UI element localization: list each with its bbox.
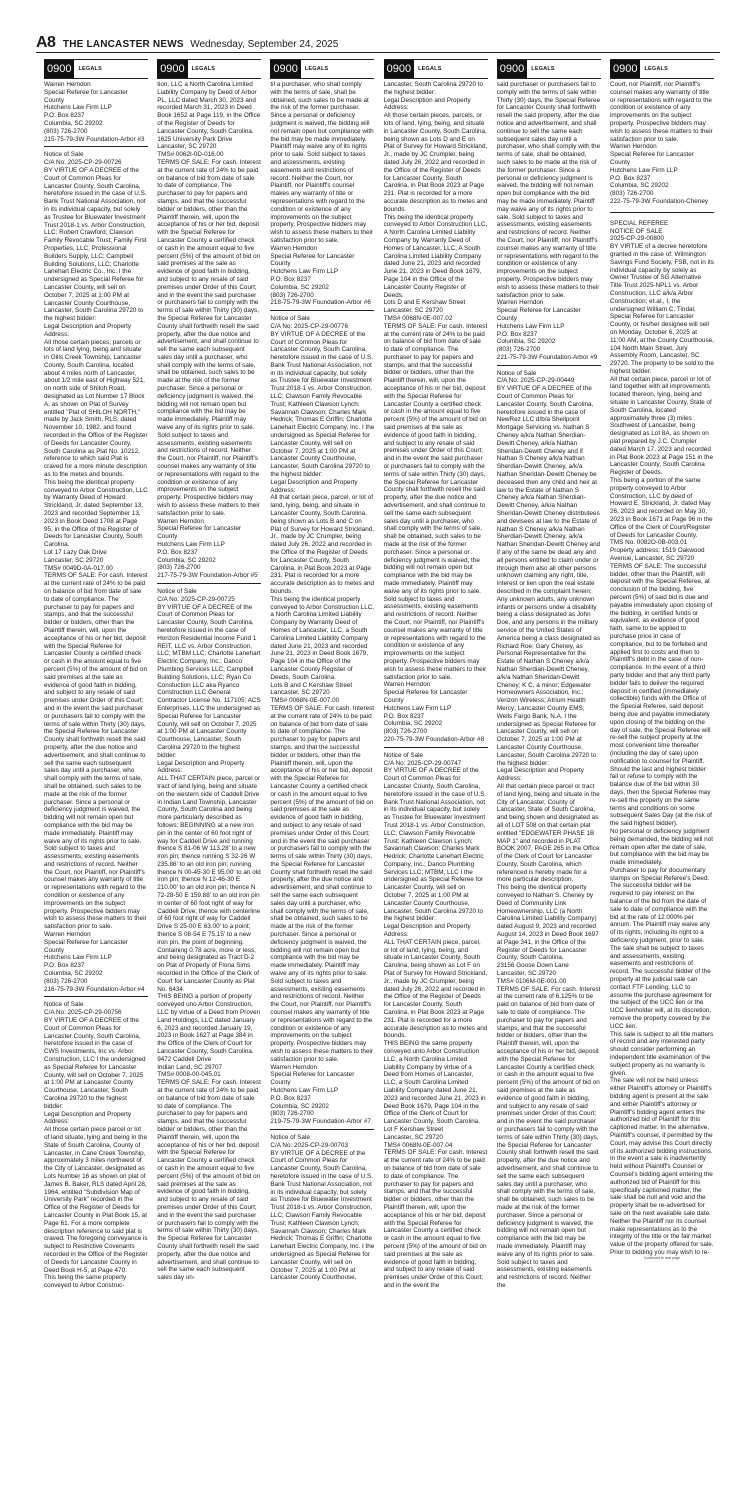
issue-date: Wednesday, September 24, 2025 [190, 39, 339, 50]
section-label: LEGALS [191, 66, 216, 72]
legals-column [270, 59, 374, 1449]
legals-column [384, 59, 488, 1449]
notice-text: Notice of Sale C/A No: 2025-CP-29-00756 BY VIRTUE OF A DECREE of the Court of Common Pleas for Lancaster County, South Carolina, heretofore issued in the case of CWS Investments, Inc vs. Arbor Construction, LLC I the undersigned as Special Referee for Lancaster County, will sell on October 7, 2025 at 1:00 PM at Lancaster County Courthouse, Lancaster, South Carolina 29720 to the highest bidder: Legal Description and Property Address: All those certain piece parcel or lot of land situate, lying and being in the State of South Carolina, County of Lancaster, in Cane Creek Township, approximately 3 miles northwest of the City of Lancaster, designated as Lots Number 16 as shown on plat of James B. Baker, RLS dated April 28, 1964, entitled "Subdivision Map of University Park" recorded in the Office of the Register of Deeds for Lancaster County in Plat Book 15, at Page 61. For a more complete description reference to said plat is craved. The foregoing conveyance is subject to Restrictive Covenants recorded in the Office of the Register of Deeds for Lancaster County in Deed Book H-5, at Page 470. This being the same property conveyed to Arbor Construc- [44, 1001, 148, 1290]
notice-text: said purchaser or purchasers fail to comply with the terms of sale within Thirty (30) days, the Special Referee for Lancaster County shall forthwith resell the said property, after the due notice and advertisement, and shall continue to sell the same each subsequent sales day until a purchaser, who shall comply with the terms of sale, shall be obtained, such sales to be made at the risk of the former purchaser. Since a personal or deficiency judgment is waived, the bidding will not remain open but compliance with the bid may be made immediately. Plaintiff may waive any of its rights prior to sale. Sold subject to taxes and assessments, existing easements and restrictions of record. Neither the Court, nor Plaintiff, nor Plaintiff's counsel makes any warranty of title or representations with regard to the condition or existence of any improvements on the subject property. Prospective bidders may wish to assess these matters to their satisfaction prior to sale. Warren Herndon Special Referee for Lancaster County Hutchens Law Firm LLP P.O. Box 8237 Columbia, SC 29202 (803) 726-2700 221-75-79-3W Foundation-Arbor #9 [496, 81, 601, 361]
notice-text: Warren Herndon Special Referee for Lancaster County Hutchens Law Firm LLP P.O. Box 8237 Columbia, SC 29202 (803) 726-2700 217-75-79-3W Foundation-Arbor #5 [157, 517, 258, 580]
section-code-badge: 0900 [610, 60, 640, 78]
notice-divider [270, 310, 374, 311]
spacer [610, 206, 714, 209]
section-header [610, 59, 714, 79]
terms-of-sale-text: TERMS OF SALE: For cash. Interest at the current rate of 24% to be paid on balance of bid from date of sale to date of compliance. The purchaser to pay for papers and stamps, and that the successful bidder or bidders, other than the Plaintiff therein, will, upon the acceptance of his or her bid, deposit with the Special Referee for Lancaster County a certified check or cash in the amount equal to five percent (5%) of the amount of bid on said premises at the sale as evidence of good faith in bidding, and subject to any resale of said premises under Order of this Court; and in the event the said purchaser or purchasers fail to comply with the terms of sale within Thirty (30) days, the Special Referee for Lancaster County shall forthwith resell the said property, after the due notice and advertisement, and shall continue to sell the same each subsequent sales day until a purchaser, who shall comply with the terms of sale, shall be obtained, such sales to be made at the risk of the former purchaser. Since a personal or deficiency judgment is waived, the bidding will not remain open but compliance with the bid may be made immediately. Plaintiff may waive any of its rights prior to sale. Sold subject to taxes and assessments, existing easements and restrictions of record. Neither the Court, nor Plaintiff, nor Plaintiff's counsel makes any warranty of title or representations with regard to the condition or existence of any improvements on the subject property. Prospective bidders may wish to assess these matters to their satisfaction prior to sale. [157, 158, 261, 517]
notice-text: Notice of Sale C/A No: 2025-CP-29-00726 BY VIRTUE OF A DECREE of the Court of Common Pleas for Lancaster County, South Carolina, heretofore issued in the case of U.S. Bank Trust National Association, not in its individual capacity, but solely as Trustee for Bluewater Investment Trust 2018-1 vs. Arbor Construction, LLC; Robert Crawford; Clawson Family Revocable Trust; Family First Properties, LLC; Professional Builders Supply, LLC; Campbell Building Solutions, LLC; Charlotte Lanehart Electric Co., Inc. I the undersigned as Special Referee for Lancaster County, will sell on October 7, 2025 at 1:00 PM at Lancaster County Courthouse, Lancaster, South Carolina 29720 to the highest bidder: Legal Description and Property Address: All those certain pieces, parcels or lots of land lying, being and situate in Gills Creek Township, Lancaster County, South Carolina, located about 4 miles north of Lancaster, about 1/2 mile east of Highway 521, on north side of Shiloh Road, designated as Lot Number 17 Block A, as shown on Plat of Survey entitled "Plat of SHILOH NORTH," made by Jack Smith, RLS, dated November 10, 1982, and found recorded in the Office of the Register of Deeds for Lancaster County, South Carolina as Plat No. 10212, reference to which said Plat is craved for a more minute description as to the metes and bounds. This being the identical property conveyed to Arbor Construction, LLC by Warranty Deed of Howard Strickland, Jr. dated September 13, 2023 and recorded September 13, 2023 in Book Deed 1708 at Page 95, in the Office of the Register of Deeds for Lancaster County, South Carolina. Lot 17 Lazy Oak Drive Lancaster, SC 29720 TMS# 0049D-0A-017.00 [44, 151, 148, 572]
section-code-badge: 0900 [44, 60, 74, 78]
legals-column [610, 59, 714, 1449]
notice-text: Notice of Sale C/A No: 2025-CP-29-00725 BY VIRTUE OF A DECREE of the Court of Common Pleas for Lancaster County, South Carolina, heretofore issued in the case of Horizon Residential Income Fund 1 REIT, LLC vs. Arbor Construction, LLC; MTBM LLC; Charlotte Lanehart Electric Company, Inc.; Danco Plumbing Services LLC; Campbell Building Solutions, LLC; Ryan Co Constuction LLC aka Ryanco Construction LLC General Contractor License No. 117105; ACS Enterprises, LLC the undersigned as Special Referee for Lancaster County, will sell on October 7, 2025 at 1:00 PM at Lancaster County Courthouse, Lancaster, South Carolina 29720 to the highest bidder: Legal Description and Property Address: ALL THAT CERTAIN piece, parcel or tract of land lying, being and situate on the western side of Caddell Drive in Indian Land Township, Lancaster County, South Carolina and being more particularly described as follows: BEGINNING at a new iron pin in the center of 60 foot right of way for Caddell Drive and running thence S 81-06 W 113.28' to a new iron pin; thence running S 32-26 W 235.86' to an old iron pin; running thence N 00-45-30 E 95.00' to an old iron pin; thence N 12-46-30 E 210.00' to an old iron pin; thence N 72-28-50 E 159.88' to an old iron pin in center of 60 foot right of way for Caddell Drive; thence with centerline of 60 foot right of way for Caddell Drive S 25-00 E 63.00' to a point; thence S 08-54 E 75.15' to a new iron pin, the point of beginning. Containing 0.78 acre, more or less, and being designated as Tract D-2 on Plat of Property of Floria Sims recorded in the Office of the Clerk of Court for Lancaster County as Plat No. 6434. THIS BEING a portion of property conveyed uno Arbor Construction, LLC by virtue of a Deed from Proven Land Holdings, LLC dated January 6, 2023 and recorded January 19, 2023 in Book 1627 at Page 384 in the Office of the Clerk of Court for Lancaster County, South Carolina. 9472 Caddell Drive Indian Land, SC 29707 TMS# 0008-00-045.01 TERMS OF SALE: For cash. Interest at the current rate of 24% to be paid on balance of bid from date of sale to date of compliance. The purchaser to pay for papers and stamps, and that the successful bidder or bidders, other than the Plaintiff therein, will, upon the acceptance of his or her bid, deposit with the Special Referee for Lancaster County a certified check or cash in the amount equal to five percent (5%) of the amount of bid on said premises at the sale as evidence of good faith in bidding, and subject to any resale of said premises under Order of this Court; and in the event the said purchaser or purchasers fail to comply with the terms of sale within Thirty (30) days, the Special Referee for Lancaster County shall forthwith resell the said property, after the due notice and advertisement, and shall continue to sell the same each subsequent sales day un- [157, 588, 261, 1282]
legals-columns [44, 59, 714, 1449]
notice-text: Warren Herndon Special Referee for Lancaster County Hutchens Law Firm LLP P.O. Box 8237 Columbia, SC 29202 (803) 726-2700 216-75-79-3W Foundation-Arbor #4 [44, 931, 145, 993]
notice-text: Notice of Sale C/A No: 2025-CP-29-00449 BY VIRTUE OF A DECREE of the Court of Common Pleas for Lancaster County, South Carolina, heretofore issued in the case of NewRez LLC d/b/a Shellpoint Mortgage Servicing vs. Nathan S Cheney a/k/a Nathan Sherdian-Dewitt Cheney, a/k/a Nathan Sheridan-Dewitt Cheney and if Nathan S Cheney a/k/a Nathan Sherdian-Dewitt Cheney, a/k/a Nathan Sheridan-Dewitt Cheney be deceased then any child and heir at law to the Estate of Nathan S Cheney a/k/a Nathan Sherdian-Dewitt Cheney, a/k/a Nathan Sheridan-Dewitt Cheney distributees and devisees at law to the Estate of Nathan S Cheney a/k/a Nathan Sherdian-Dewitt Cheney, a/k/a Nathan Sheridan-Dewitt Cheney and if any of the same be dead any and all persons entitled to claim under or through them also all other persons unknown claiming any right, title, interest or lien upon the real estate described in the complaint herein; Any unknown adults, any unknown infants or persons under a disability being a class designated as John Doe, and any persons in the military service of the United States of America being a class designated as Richard Roe; Gary Cheney, as Personal Representative for the Estate of Nathan S Cheney a/k/a Nathan Sherdian-Dewitt Cheney, a/k/a Nathan Sheridan-Dewitt Cheney; K C, a minor; Edgewater Homeowners Association, Inc.; Verizon Wireless; Atrium Health Mercy; Lancaster County EMS; Wells Fargo Bank, N.A. I the undersigned as Special Referee for Lancaster County, will sell on October 7, 2025 at 1:00 PM at Lancaster County Courthouse, Lancaster, South Carolina 29720 to the highest bidder: Legal Description and Property Address: All that certain piece parcel or tract of land lying, being and situate in the City of Lancaster, County of Lancaster, State of South Carolina, and being shown and designated as all of LOT 508 on that certain plat entitled "EDGEWATER PHASE 1B MAP 1" and recorded in PLAT BOOK 2007, PAGE 265 in the Office of the Clerk of Court for Lancaster County, South Carolina, which referenced is hereby made for a more particular description. This being the identical property conveyed to Nathan S. Cheney by Deed of Community Link Homeownership, LLC (a North Carolina Limited Liability Company) dated August 9, 2023 and recorded August 14, 2023 in Deed Book 1697 at Page 341, in the Office of the Register of Deeds for Lancaster County, South Carolina. 23156 Goose Down Lane Lancaster, SC 29720 TMS# 0106M-0E-001.00 TERMS OF SALE: For cash. Interest at the current rate of 6.125% to be paid on balance of bid from date of sale to date of compliance. The purchaser to pay for papers and stamps, and that the successful bidder or bidders, other than the Plaintiff therein, will, upon the acceptance of his or her bid, deposit with the Special Referee for Lancaster County a certified check or cash in the amount equal to five percent (5%) of the amount of bid on said premises at the sale as evidence of good faith in bidding, and subject to any resale of said premises under Order of this Court; and in the event the said purchaser or purchasers fail to comply with the terms of sale within Thirty (30) days, the Special Referee for Lancaster County shall forthwith resell the said property, after the due notice and advertisement, and shall continue to sell the same each subsequent sales day until a purchaser, who shall comply with the terms of sale, shall be obtained, such sales to be made at the risk of the former purchaser. Since a personal or deficiency judgment is waived, the bidding will not remain open but compliance with the bid may be made immediately. Plaintiff may waive any of its rights prior to sale. Sold subject to taxes and assessments, existing easements and restrictions of record. Neither the [496, 369, 601, 1289]
section-label: LEGALS [644, 66, 668, 72]
section-header [497, 59, 601, 79]
page-number: A8 [36, 34, 56, 51]
continued-note: Continued to next page [643, 1255, 681, 1260]
notice-divider [44, 996, 148, 997]
terms-of-sale-text: TERMS OF SALE: For cash. Interest at the current rate of 24% to be paid on balance of bid from date of sale to date of compliance. The purchaser to pay for papers and stamps, and that the successful bidder or bidders, other than the Plaintiff therein, will, upon the acceptance of his or her bid, deposit with the Special Referee for Lancaster County a certified check or cash in the amount equal to five percent (5%) of the amount of bid on said premises at the sale as evidence of good faith in bidding, and subject to any resale of said premises under Order of this Court; and in the event the said purchaser or purchasers fail to comply with the terms of sale within Thirty (30) days, the Special Referee for Lancaster County shall forthwith resell the said property, after the due notice and advertisement, and shall continue to sell the same each subsequent sales day until a purchaser, who shall comply with the terms of sale, shall be obtained, such sales to be made at the risk of the former purchaser. Since a personal or deficiency judgment is waived, the bidding will not remain open but compliance with the bid may be made immediately. Plaintiff may waive any of its rights prior to sale. Sold subject to taxes and assessments, existing easements and restrictions of record. Neither the Court, nor Plaintiff, nor Plaintiff's counsel makes any warranty of title or representations with regard to the condition or existence of any improvements on the subject property. Prospective bidders may wish to assess these matters to their satisfaction prior to sale. [270, 704, 375, 1063]
legals-column [157, 59, 261, 1449]
legals-column [497, 59, 601, 1449]
section-code-badge: 0900 [497, 60, 527, 78]
section-header [157, 59, 261, 79]
notice-text: tion, LLC a North Carolina Limited Liability Company by Deed of Arbor PL, LLC dated March 30, 2023 and recorded March 31, 2023 in Deed Book 1652 at Page 119, in the Office of the Register of Deeds for Lancaster County, South Carolina. 1625 University Park Drive Lancaster, SC 29720 TMS# 0062I-0D-016.00 [157, 81, 261, 159]
section-code-badge: 0900 [270, 60, 300, 78]
notice-divider [157, 583, 261, 584]
notice-text: Notice of Sale C/A No: 2025-CP-29-00776 BY VIRTUE OF A DECREE of the Court of Common Pleas for Lancaster County, South Carolina, heretofore issued in the case of U.S. Bank Trust National Association, not in its individual capacity, but solely as Trustee for Bluewater Investment Trust 2018-1 vs. Arbor Construction, LLC; Clawson Family Revocable Trust; Kathleen Clawson Lynch; Savannah Clawson; Charles Mark Hedrick; Thomas E Griffin; Charlotte Lanehart Electric Company, Inc. I the undersigned as Special Referee for Lancaster County, will sell on October 7, 2025 at 1:00 PM at Lancaster County Courthouse, Lancaster, South Carolina 29720 to the highest bidder: Legal Description and Property Address: All that certain piece, parcel, or lot of land, lying, being, and situate in Lancaster County, South Carolina, being shown as Lots B and C on Plat of Survey for Howard Strickland, Jr., made by JC Crumpler, being dated July 26, 2022 and recorded in the Office of the Register of Deeds for Lancaster County, South Carolina, in Plat Book 2023 at Page 231. Plat is recorded for a more accurate description as to metes and bounds. This being the identical property conveyed to Arbor Construction LLC, a North Carolina Limited Liability Company by Warranty Deed of Homes of Lancaster, LLC, a South Carolina Limited Liability Company dated June 21, 2023 and recorded June 21, 2023 in Deed Book 1679, Page 104 in the Office of the Lancaster County Register of Deeds, South Carolina. Lots B and C Kershaw Street Lancaster, SC 29720 TMS# 0068N-0E-007.00 [270, 315, 375, 705]
section-label: LEGALS [78, 66, 102, 72]
notice-text: Notice of Sale C/A No: 2025-CP-29-00747 BY VIRTUE OF A DECREE of the Court of Common Pleas for Lancaster County, South Carolina, heretofore issued in the case of U.S. Bank Trust National Association, not in its individual capacity, but solely as Trustee for Bluewater Investment Trust 2018-1 vs. Arbor Construction, LLC; Clawson Family Revocable Trust; Kathleen Clawson Lynch; Savannah Clawson; Charles Mark Hedrick; Charlotte Lanehart Electric Company, Inc.; Danco Plumbing Services LLC; MTBM, LLC I the undersigned as Special Referee for Lancaster County, will sell on October 7, 2025 at 1:00 PM at Lancaster County Courthouse, Lancaster, South Carolina 29720 to the highest bidder: Legal Description and Property Address: ALL THAT CERTAIN piece, parcel, or lot of land, lying, being, and situate in Lancaster County, South Carolina, being shown as Lot F on Plat of Survey for Howard Strickland, Jr., made by JC Crumpler, being dated July 26, 2022 and recorded in the Office of the Register of Deeds for Lancaster County, South Carolina, in Plat Book 2023 at Page 231. Plat is recorded for a more accurate description as to metes and bounds. THIS BEING the same property conveyed unto Arbor Construction LLC, a North Carolina Limited Liability Company by virtue of a Deed from Homes of Lancaster, LLC, a South Carolina Limited Liability Company dated June 21, 2023 and recorded June 21, 2023 in Deed Book 1679, Page 104 in the Office of the Clerk of Court for Lancaster County, South Carolina. Lot F Kershaw Street Lancaster, SC 29720 TMS# 0068N-0E-007.04 TERMS OF SALE: For cash. Interest at the current rate of 24% to be paid on balance of bid from date of sale to date of compliance. The purchaser to pay for papers and stamps, and that the successful bidder or bidders, other than the Plaintiff therein, will, upon the acceptance of his or her bid, deposit with the Special Referee for Lancaster County a certified check or cash in the amount equal to five percent (5%) of the amount of bid on said premises at the sale as evidence of good faith in bidding, and subject to any resale of said premises under Order of this Court; and in the event the [383, 751, 488, 1289]
notice-text: Court, nor Plaintiff, nor Plaintiff's counsel makes any warranty of title or representations with regard to the condition or existence of any improvements on the subject property. Prospective bidders may wish to assess these matters to their satisfaction prior to sale. Warren Herndon Special Referee for Lancaster County Hutchens Law Firm LLP P.O. Box 8237 Columbia, SC 29202 (803) 726-2700 222-75-79-3W Foundation-Cheney [610, 81, 713, 205]
notice-text: Warren Herndon Special Referee for Lancaster County Hutchens Law Firm LLP P.O. Box 8237 Columbia, SC 29202 (803) 726-2700 220-75-79-3W Foundation-Arbor #8 [383, 681, 485, 743]
section-label: LEGALS [304, 66, 329, 72]
page-masthead [36, 34, 720, 53]
notice-divider [497, 365, 601, 366]
notice-text: SPECIAL REFEREE NOTICE OF SALE 2025-CP-29-00800 BY VIRTUE of a decree heretofore granted in the case of: Wilmington Savings Fund Society, FSB, not in its individual capacity by solely as Owner Trustee of SG Alternative Title Trust 2025-NPL1 vs. Arbor Construction, LLC a/k/a Arbor Construction; et.al., I, the undersigned William C. Tindal, Special Referee for Lancaster County, or his/her designee will sell on Monday, October 6, 2025 at 11:00 AM, at the County Courthouse, 104 North Main Street, Jury Assembly Room, Lancaster, SC 29720. The property to be sold to the highest bidder: All that certain piece, parcel or lot of land together with all improvements located thereon, lying, being and situate in Lancaster County, State of South Carolina, located approximately three (3) miles Southwest of Lancaster, being designated as Lot 8A, as shown on plat prepared by J.C. Crumpler dated March 17, 2023 and recorded in Plat Book 2023 at Page 151 in the Lancaster County, South Carolina Register of Deeds. This being a portion of the same property conveyed to Arbor Construction, LLC by deed of Howard E. Strickland, Jr. dated May 26, 2023 and recorded on May 30, 2023 in Book 1671 at Page 96 in the Office of the Clerk of Court/Register of Deeds for Lancaster County. TMS No. 0082O-0B-003.01 Property address: 1519 Oakwood Avenue, Lancaster, SC 29720 TERMS OF SALE: The successful bidder, other than the Plaintiff, will deposit with the Special Referee, at conclusion of the bidding, five percent (5%) of said bid is due and payable immediately upon closing of the bidding, in certified funds or equivalent, as evidence of good faith, same to be applied to purchase price in case of compliance, but to be forfeited and applied first to costs and then to Plaintiff's debt in the case of non-compliance. In the event of a third party bidder and that any third party bidder fails to deliver the required deposit in certified (immediately collectible) funds with the Office of the Special Referee, said deposit being due and payable immediately upon closing of the bidding on the day of sale, the Special Referee will re-sell the subject property at the most convenient time thereafter (including the day of sale) upon notification to counsel for Plaintiff. Should the last and highest bidder fail or refuse to comply with the balance due of the bid within 30 days, then the Special Referee may re-sell the property on the same terms and conditions on some subsequent Sales Day (at the risk of the said highest bidder). No personal or deficiency judgment being demanded, the bidding will not remain open after the date of sale, but compliance with the bid may be made immediately. Purchaser to pay for documentary stamps on Special Referee's Deed. The successful bidder will be required to pay interest on the balance of the bid from the date of sale to date of compliance with the bid at the rate of 12.000% per annum. The Plaintiff may waive any of its rights, including its right to a deficiency judgment, prior to sale. The sale shall be subject to taxes and assessments, existing easements and restrictions of record. The successful bidder of the property at the judicial sale can contact FTF Lending, LLC to assume the purchase agreement for the subject of the UCC lien or the UCC lienholder will, at its discretion, remove the property covered by the UCC lien. This sale is subject to all title matters of record and any interested party should consider performing an independent title examination of the subject property as no warranty is given. The sale will not be held unless either Plaintiff's attorney or Plaintiff's bidding agent is present at the sale and either Plaintiff's attorney or Plaintiff's bidding agent enters the authorized bid of Plaintiff for this captioned matter. In the alternative, Plaintiff's counsel, if permitted by the Court, may advise this Court directly of its authorized bidding instructions. In the event a sale is inadvertently held without Plaintiff's Counsel or Counsel's bidding agent entering the authorized bid of Plaintiff for this specifically captioned matter, the sale shall be null and void and the property shall be re-advertised for sale on the next available sale date. Neither the Plaintiff nor its counsel make representations as to the integrity of the title or the fair market value of the property offered for sale. Prior to bidding you may wish to re- [610, 219, 714, 1256]
section-header [44, 59, 148, 79]
notice-text: Warren Herndon Special Referee for Lancaster County Hutchens Law Firm LLP P.O. Box 8237 Columbia, SC 29202 (803) 726-2700 215-75-79-3W Foundation-Arbor #3 [44, 81, 145, 143]
notice-text: Notice of Sale C/A No: 2025-CP-29-00703 BY VIRTUE OF A DECREE of the Court of Common Pleas for Lancaster County, South Carolina, heretofore issued in the case of U.S. Bank Trust National Association, not in its individual capacity, but solely as Trustee for Bluewater Investment Trust 2018-1 vs. Arbor Construction, LLC; Clawson Family Revocable Trust; Kathleen Clawson Lynch; Savannah Clawson; Charles Mark Hedrick; Thomas E Griffin; Charlotte Lanehart Electric Company, Inc. I the undersigned as Special Referee for Lancaster County, will sell on October 7, 2025 at 1:00 PM at Lancaster County Courthouse, [270, 1133, 375, 1282]
section-code-badge: 0900 [384, 60, 414, 78]
section-header [384, 59, 488, 79]
notice-text: Lancaster, South Carolina 29720 to the highest bidder: Legal Description and Property Address: All those certain pieces, parcels, or lots of land, lying, being, and situate in Lancaster County, South Carolina, being shown as Lots D and E on Plat of Survey for Howard Strickland, Jr., made by JC Crumpler, being dated July 26, 2022 and recorded in the Office of the Register of Deeds for Lancaster County, South Carolina, in Plat Book 2023 at Page 231. Plat is recorded for a more accurate description as to metes and bounds. This being the identical property conveyed to Arbor Construction LLC, A North Carolina Limited Liability Company by Warranty Deed of Homes of Lancaster, LLC, A South Carolina Limited Liability Company dated June 21, 2023 and recorded June 21, 2023 in Deed Book 1679, Page 104 in the Office of the Lancaster County Register of Deeds. Lots D and E Kershaw Street Lancaster, SC 29720 TMS# 0068N-0E-007.02 [383, 81, 488, 322]
terms-of-sale-text: TERMS OF SALE: For cash. Interest at the current rate of 24% to be paid on balance of bid from date of sale to date of compliance. The purchaser to pay for papers and stamps, and that the successful bidder or bidders, other than the Plaintiff therein, will, upon the acceptance of his or her bid, deposit with the Special Referee for Lancaster County a certified check or cash in the amount equal to five percent (5%) of the amount of bid on said premises at the sale as evidence of good faith in bidding, and subject to any resale of said premises under Order of this Court; and in the event the said purchaser or purchasers fail to comply with the terms of sale within Thirty (30) days, the Special Referee for Lancaster County shall forthwith resell the said property, after the due notice and advertisement, and shall continue to sell the same each subsequent sales day until a purchaser, who shall comply with the terms of sale, shall be obtained, such sales to be made at the risk of the former purchaser. Since a personal or deficiency judgment is waived, the bidding will not remain open but compliance with the bid may be made immediately. Plaintiff may waive any of its rights prior to sale. Sold subject to taxes and assessments, existing easements and restrictions of record. Neither the Court, nor Plaintiff, nor Plaintiff's counsel makes any warranty of title or representations with regard to the condition or existence of any improvements on the subject property. Prospective bidders may wish to assess these matters to their satisfaction prior to sale. [383, 322, 488, 681]
legals-column [44, 59, 148, 1449]
notice-divider [384, 747, 488, 748]
notice-text: Warren Herndon Special Referee for Lancaster County Hutchens Law Firm LLP P.O. Box 8237 Columbia, SC 29202 (803) 726-2700 219-75-79-3W Foundation-Arbor #7 [270, 1063, 371, 1126]
section-header [270, 59, 374, 79]
section-code-badge: 0900 [157, 60, 187, 78]
section-label: LEGALS [531, 66, 555, 72]
section-label: LEGALS [418, 66, 442, 72]
notice-text: til a purchaser, who shall comply with the terms of sale, shall be obtained, such sales to be made at the risk of the former purchaser. Since a personal or deficiency judgment is waived, the bidding will not remain open but compliance with the bid may be made immediately. Plaintiff may waive any of its rights prior to sale. Sold subject to taxes and assessments, existing easements and restrictions of record. Neither the Court, nor Plaintiff, nor Plaintiff's counsel makes any warranty of title or representations with regard to the condition or existence of any improvements on the subject property. Prospective bidders may wish to assess these matters to their satisfaction prior to sale. Warren Herndon Special Referee for Lancaster County Hutchens Law Firm LLP P.O. Box 8237 Columbia, SC 29202 (803) 726-2700 218-75-79-3W Foundation-Arbor #6 [270, 81, 374, 307]
notice-divider [610, 212, 714, 213]
terms-of-sale-text: TERMS OF SALE: For cash. Interest at the current rate of 24% to be paid on balance of bid from date of sale to date of compliance. The purchaser to pay for papers and stamps, and that the successful bidder or bidders, other than the Plaintiff therein, will, upon the acceptance of his or her bid, deposit with the Special Referee for Lancaster County a certified check or cash in the amount equal to five percent (5%) of the amount of bid on said premises at the sale as evidence of good faith in bidding, and subject to any resale of said premises under Order of this Court; and in the event the said purchaser or purchasers fail to comply with the terms of sale within Thirty (30) days, the Special Referee for Lancaster County shall forthwith resell the said property, after the due notice and advertisement, and shall continue to sell the same each subsequent sales day until a purchaser, who shall comply with the terms of sale, shall be obtained, such sales to be made at the risk of the former purchaser. Since a personal or deficiency judgment is waived, the bidding will not remain open but compliance with the bid may be made immediately. Plaintiff may waive any of its rights prior to sale. Sold subject to taxes and assessments, existing easements and restrictions of record. Neither the Court, nor Plaintiff, nor Plaintiff's counsel makes any warranty of title or representations with regard to the condition or existence of any improvements on the subject property. Prospective bidders may wish to assess these matters to their satisfaction prior to sale. [44, 572, 148, 931]
notice-divider [44, 146, 148, 147]
newspaper-name: THE LANCASTER NEWS [62, 39, 184, 50]
notice-divider [270, 1129, 374, 1130]
